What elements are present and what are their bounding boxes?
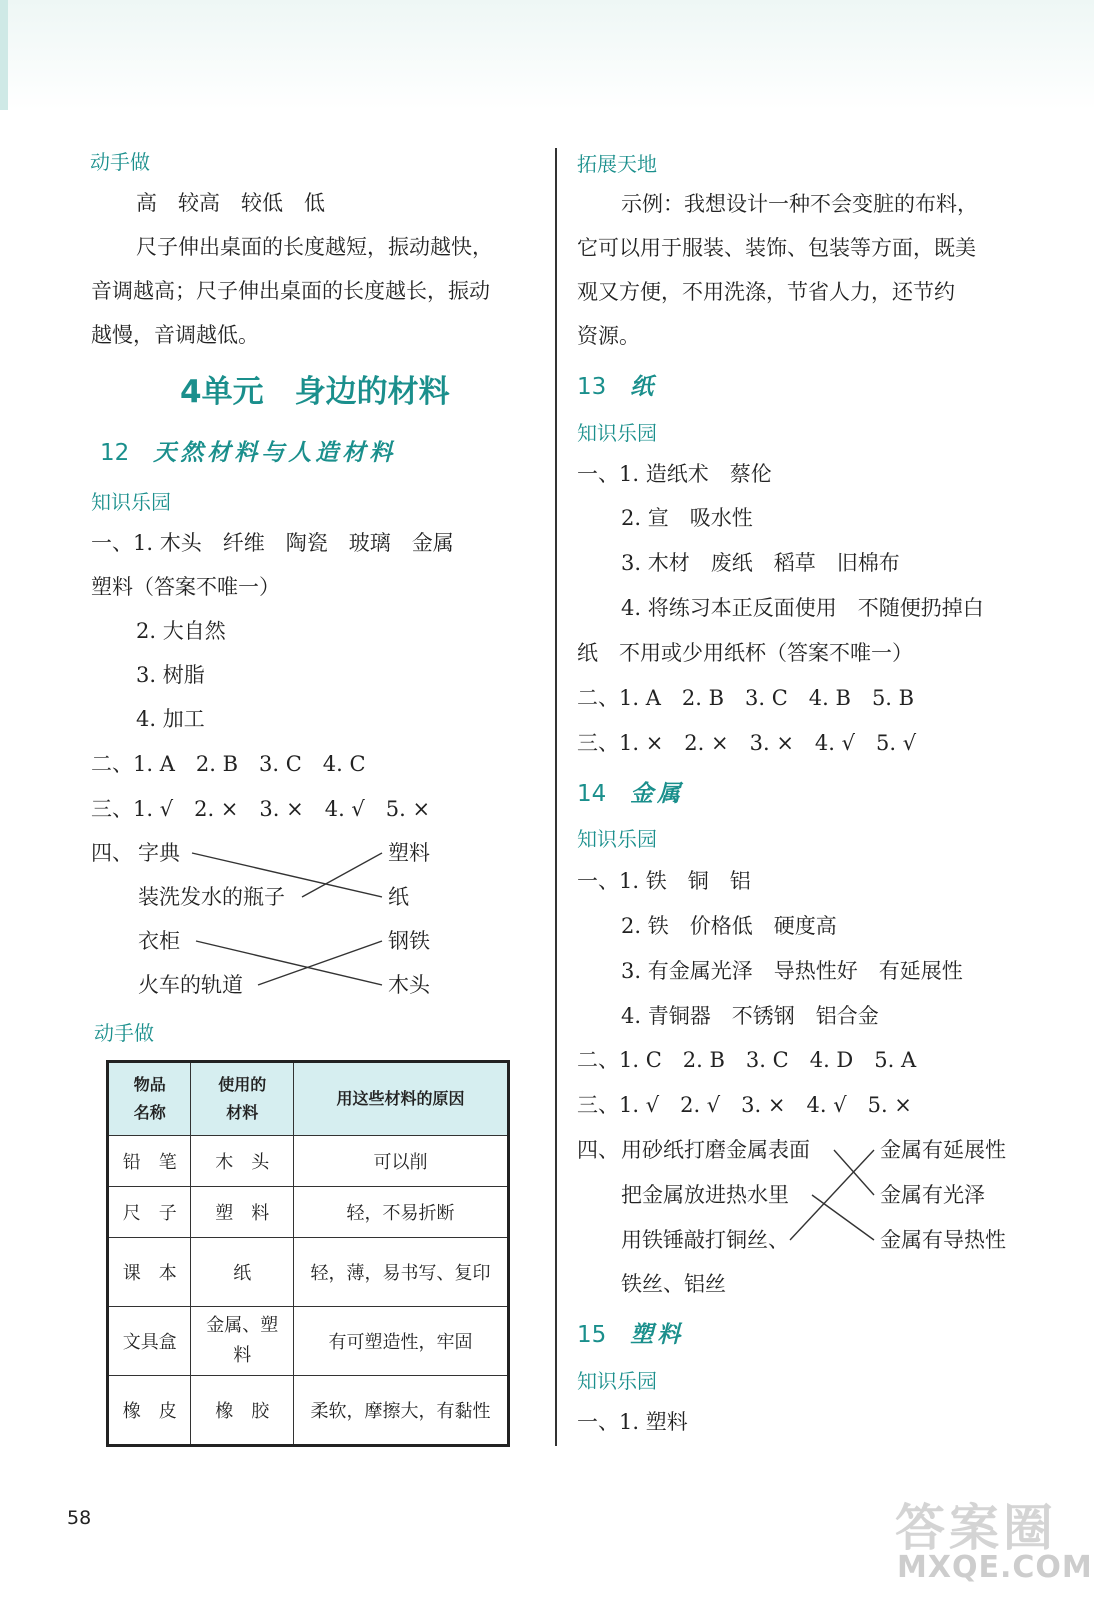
answer-line: 二、1. A 2. B 3. C 4. C <box>91 752 366 776</box>
table-cell: 塑 料 <box>191 1187 294 1238</box>
matching-right-item: 塑料 <box>388 841 430 865</box>
matching-left-item: 铁丝、铝丝 <box>621 1272 726 1296</box>
matching-right-item: 纸 <box>388 885 409 909</box>
match-line <box>302 853 382 897</box>
table-row <box>108 1238 509 1307</box>
match-line <box>812 1195 874 1240</box>
lesson-name: 天然材料与人造材料 <box>153 440 397 466</box>
matching-left-item: 用铁锤敲打铜丝、 <box>621 1228 789 1252</box>
lesson-14-heading <box>577 775 684 808</box>
matching-label: 四、 <box>91 841 133 865</box>
answer-line: 示例：我想设计一种不会变脏的布料， <box>621 192 978 216</box>
table-cell: 有可塑造性，牢固 <box>294 1307 509 1376</box>
table-cell: 纸 <box>191 1238 294 1307</box>
matching-right-item: 钢铁 <box>388 929 430 953</box>
lesson-name: 纸 <box>630 374 658 400</box>
match-line <box>834 1150 874 1195</box>
answer-line: 4. 将练习本正反面使用 不随便扔掉白 <box>621 596 984 620</box>
matching-right-item: 金属有导热性 <box>880 1228 1006 1252</box>
table-cell: 橡 皮 <box>108 1376 191 1446</box>
answer-line: 一、1. 铁 铜 铝 <box>577 869 751 893</box>
answer-line: 一、1. 造纸术 蔡伦 <box>577 462 772 486</box>
answer-line: 三、1. √ 2. × 3. × 4. √ 5. × <box>91 797 431 821</box>
answer-line: 二、1. C 2. B 3. C 4. D 5. A <box>577 1048 917 1072</box>
watermark-text: 答案圈 <box>895 1499 1057 1557</box>
answer-line: 观又方便，不用洗涤，节省人力，还节约 <box>577 280 955 304</box>
lesson-number: 15 <box>577 1322 607 1348</box>
table-cell: 木 头 <box>191 1136 294 1187</box>
answer-line: 2. 大自然 <box>136 619 226 643</box>
page-top-band <box>0 0 1094 110</box>
answer-line: 资源。 <box>577 324 640 348</box>
matching-left-item: 衣柜 <box>138 929 180 953</box>
lesson-name: 塑料 <box>630 1322 685 1348</box>
answer-line: 2. 宣 吸水性 <box>621 506 753 530</box>
matching-right-item: 金属有光泽 <box>880 1183 985 1207</box>
matching-left-item: 字典 <box>138 841 180 865</box>
answer-line: 高 较高 较低 低 <box>136 191 325 215</box>
lesson-12-heading <box>100 434 396 467</box>
section-title-knowledge: 知识乐园 <box>577 827 657 851</box>
materials-table <box>106 1060 510 1447</box>
table-cell: 可以削 <box>294 1136 509 1187</box>
table-cell: 轻，不易折断 <box>294 1187 509 1238</box>
lesson-13-heading <box>577 368 657 401</box>
section-title-hands-on: 动手做 <box>90 150 150 174</box>
table-row <box>108 1187 509 1238</box>
section-title-knowledge: 知识乐园 <box>577 1369 657 1393</box>
matching-label: 四、 <box>577 1138 619 1162</box>
lesson-number: 12 <box>100 440 130 466</box>
answer-line: 一、1. 木头 纤维 陶瓷 玻璃 金属 <box>91 531 454 555</box>
section-title-extension: 拓展天地 <box>577 152 657 176</box>
answer-line: 4. 加工 <box>136 707 205 731</box>
matching-left-item: 装洗发水的瓶子 <box>138 885 285 909</box>
answer-line: 纸 不用或少用纸杯（答案不唯一） <box>577 641 913 665</box>
answer-line: 3. 树脂 <box>136 663 205 687</box>
table-cell: 铅 笔 <box>108 1136 191 1187</box>
lesson-number: 14 <box>577 781 607 807</box>
table-row <box>108 1376 509 1446</box>
matching-left-item: 用砂纸打磨金属表面 <box>621 1138 810 1162</box>
answer-line: 3. 有金属光泽 导热性好 有延展性 <box>621 959 963 983</box>
answer-line: 越慢，音调越低。 <box>91 323 259 347</box>
table-header-row <box>108 1062 509 1136</box>
section-title-hands-on: 动手做 <box>94 1021 154 1045</box>
section-title-knowledge: 知识乐园 <box>91 490 171 514</box>
match-line <box>258 941 382 985</box>
lesson-number: 13 <box>577 374 607 400</box>
table-cell: 金属、塑 料 <box>191 1307 294 1376</box>
page-number: 58 <box>67 1507 92 1529</box>
answer-line: 三、1. √ 2. √ 3. × 4. √ 5. × <box>577 1093 912 1117</box>
lesson-15-heading <box>577 1316 684 1349</box>
answer-line: 塑料（答案不唯一） <box>91 575 280 599</box>
answer-line: 二、1. A 2. B 3. C 4. B 5. B <box>577 686 915 710</box>
watermark-logo <box>895 1488 1093 1593</box>
table-header-cell: 使用的 材料 <box>191 1062 294 1136</box>
table-row <box>108 1136 509 1187</box>
table-cell: 尺 子 <box>108 1187 191 1238</box>
answer-line: 2. 铁 价格低 硬度高 <box>621 914 837 938</box>
table-cell: 文具盒 <box>108 1307 191 1376</box>
table-header-cell: 用这些材料的原因 <box>294 1062 509 1136</box>
watermark-url: MXQE.COM <box>897 1550 1093 1585</box>
section-title-knowledge: 知识乐园 <box>577 421 657 445</box>
column-divider <box>555 148 557 1446</box>
table-cell: 橡 胶 <box>191 1376 294 1446</box>
table-header-cell: 物品 名称 <box>108 1062 191 1136</box>
answer-line: 一、1. 塑料 <box>577 1410 688 1434</box>
answer-line: 4. 青铜器 不锈钢 铝合金 <box>621 1004 879 1028</box>
answer-line: 三、1. × 2. × 3. × 4. √ 5. √ <box>577 731 917 755</box>
answer-line: 它可以用于服装、装饰、包装等方面，既美 <box>577 236 976 260</box>
page-edge-band <box>0 0 8 110</box>
table-cell: 轻，薄，易书写、复印 <box>294 1238 509 1307</box>
matching-left-item: 把金属放进热水里 <box>621 1183 789 1207</box>
table-cell: 柔软，摩擦大，有黏性 <box>294 1376 509 1446</box>
answer-line: 音调越高；尺子伸出桌面的长度越长，振动 <box>91 279 490 303</box>
answer-line: 尺子伸出桌面的长度越短，振动越快， <box>136 235 493 259</box>
matching-left-item: 火车的轨道 <box>138 973 243 997</box>
matching-right-item: 木头 <box>388 973 430 997</box>
answer-line: 3. 木材 废纸 稻草 旧棉布 <box>621 551 900 575</box>
matching-right-item: 金属有延展性 <box>880 1138 1006 1162</box>
table-cell: 课 本 <box>108 1238 191 1307</box>
lesson-name: 金属 <box>630 781 685 807</box>
table-row <box>108 1307 509 1376</box>
unit-title: 4单元 身边的材料 <box>180 374 450 410</box>
